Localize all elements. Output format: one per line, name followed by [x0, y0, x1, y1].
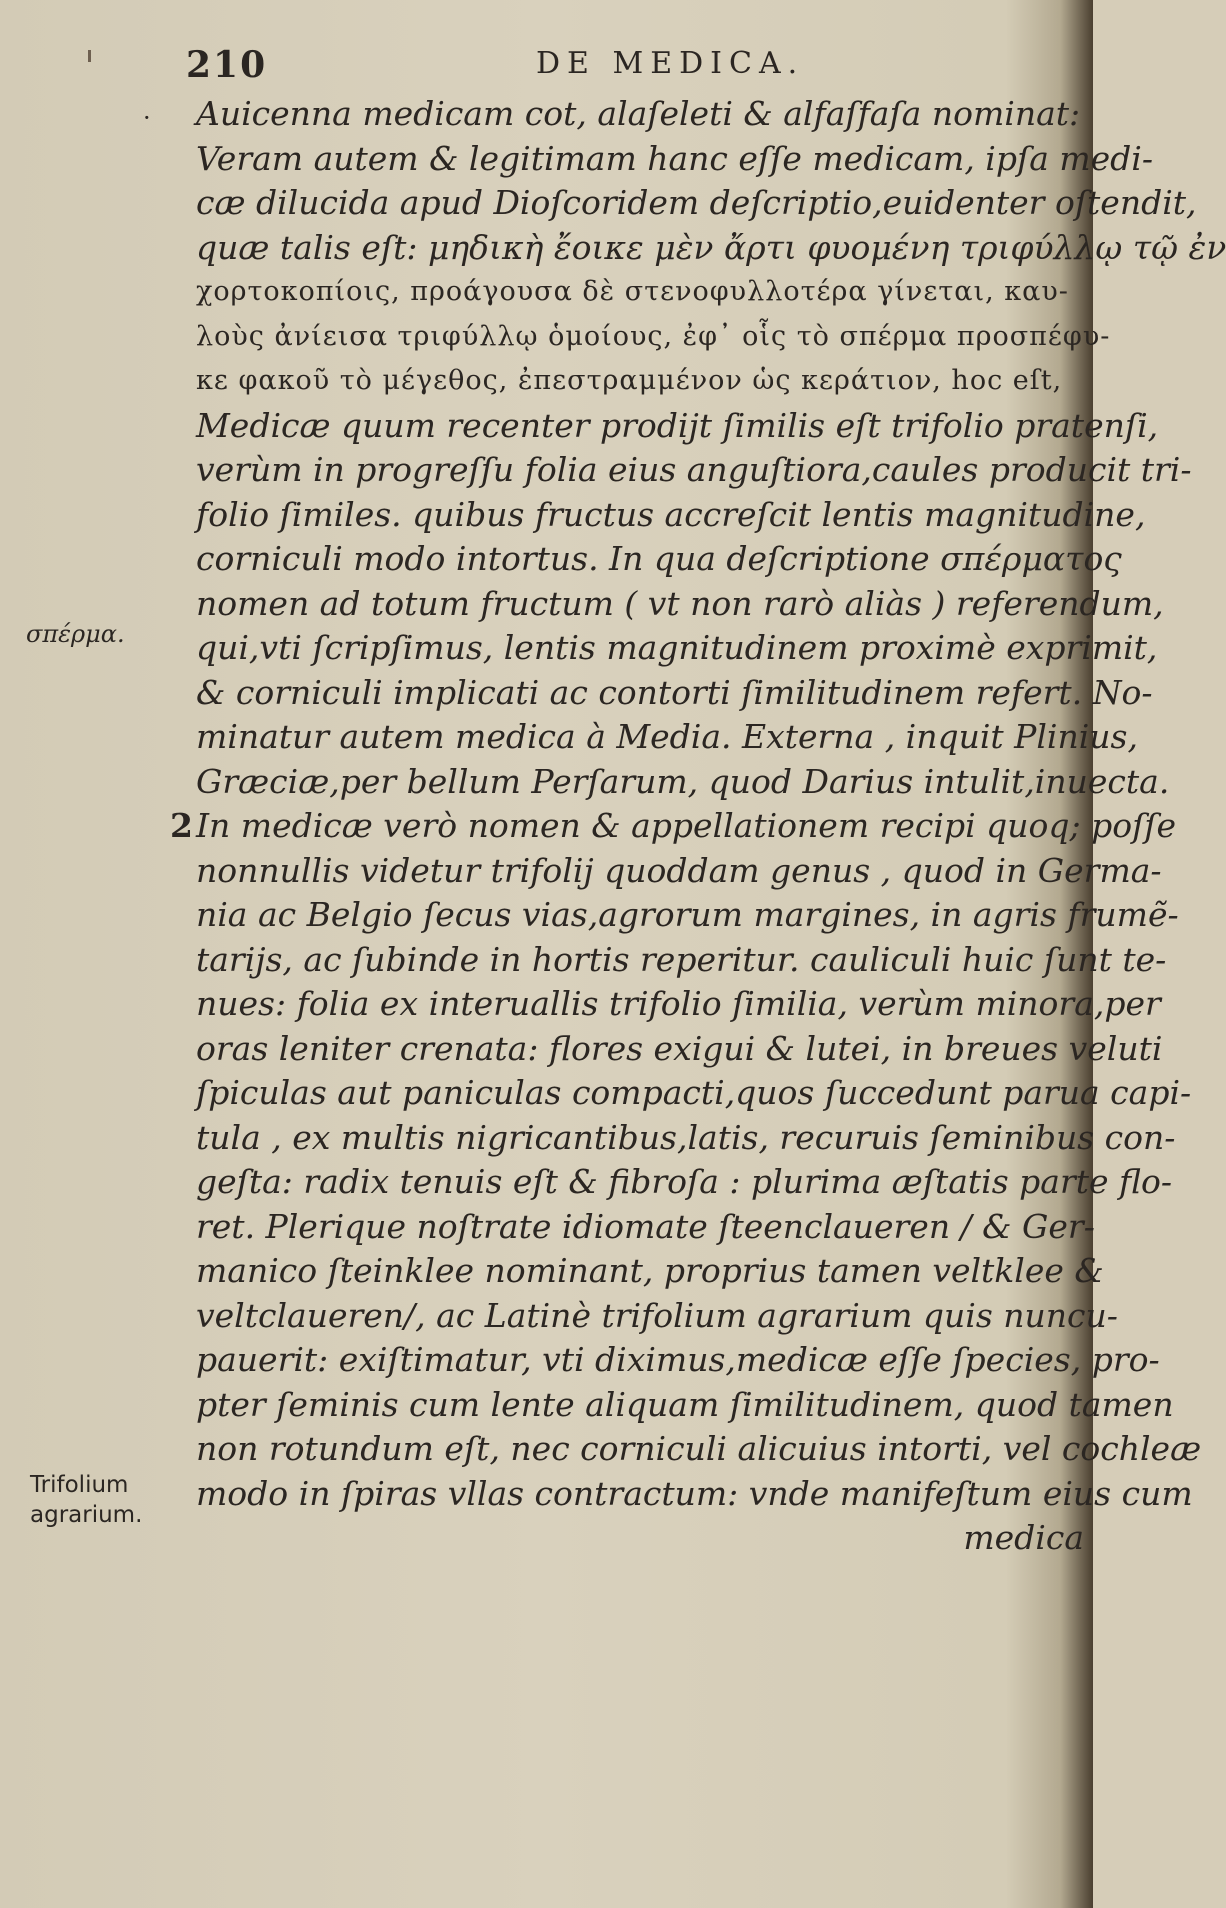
- page-header: [0, 44, 1093, 84]
- leading-mark: ·: [143, 104, 151, 132]
- text-line: modo in ſpiras vllas contractum: vnde manifeſtum eius cum: [196, 1473, 1193, 1513]
- text-line: quæ talis eſt: μηδικὴ ἔοικε μὲν ἄρτι φυομένη τριφύλλῳ τῷ ἐν: [196, 227, 1226, 267]
- margin-note-line: Trifolium: [30, 1472, 129, 1498]
- text-line: nomen ad totum fructum ( vt non rarò aliàs ) referendum,: [196, 583, 1164, 623]
- text-line: geſta: radix tenuis eſt & fibroſa : plurima æſtatis parte flo-: [196, 1162, 1173, 1201]
- text-line: veltclaueren/, ac Latinè trifolium agrarium quis nuncu-: [196, 1295, 1118, 1335]
- text-line: minatur autem medica à Media. Externa , inquit Plinius,: [196, 717, 1138, 756]
- greek-text-line: χορτοκοπίοις, προάγουσα δὲ στενοφυλλοτέρα γίνεται, καυ-: [196, 276, 1069, 307]
- text-line: Græciæ,per bellum Perſarum, quod Darius intulit,inuecta.: [196, 761, 1170, 801]
- text-line: non rotundum eſt, nec corniculi alicuius intorti, vel cochleæ: [196, 1429, 1202, 1468]
- text-line: nues: folia ex interuallis trifolio ſimilia, verùm minora,per: [196, 984, 1161, 1023]
- page-number: 210: [186, 44, 268, 86]
- text-line: pter ſeminis cum lente aliquam ſimilitudinem, quod tamen: [196, 1384, 1174, 1424]
- text-line: cæ dilucida apud Dioſcoridem deſcriptio,euidenter oſtendit,: [196, 183, 1197, 222]
- text-line: nonnullis videtur trifolij quoddam genus , quod in Germa-: [196, 850, 1162, 890]
- text-line: qui,vti ſcripſimus, lentis magnitudinem proximè exprimit,: [196, 628, 1158, 667]
- margin-note-trifolium: [30, 1470, 142, 1530]
- text-line: ſpiculas aut paniculas compacti,quos ſuccedunt parua capi-: [196, 1073, 1192, 1112]
- margin-note-sperma: σπέρμα.: [26, 620, 125, 648]
- text-line: tarijs, ac ſubinde in hortis reperitur. cauliculi huic ſunt te-: [196, 939, 1167, 979]
- margin-note-line: agrarium.: [30, 1502, 143, 1528]
- text-line: verùm in progreſſu folia eius anguſtiora,caules producit tri-: [196, 450, 1192, 489]
- paragraph-2-first-line: 2In medicæ verò nomen & appellationem recipi quoq; poſſe: [170, 806, 1177, 845]
- text-line: corniculi modo intortus. In qua deſcriptione σπέρματος: [196, 539, 1122, 578]
- text-line: ret. Plerique noſtrate idiomate ſteenclaueren / & Ger-: [196, 1206, 1095, 1246]
- text-line: tula , ex multis nigricantibus,latis, recuruis ſeminibus con-: [196, 1117, 1176, 1157]
- text-line: manico ſteinklee nominant, proprius tamen veltklee &: [196, 1251, 1104, 1290]
- text-line: Auicenna medicam cot, alaſeleti & alfaſfaſa nominat:: [196, 94, 1081, 133]
- text-line: & corniculi implicati ac contorti ſimilitudinem refert. No-: [196, 672, 1153, 712]
- text-line-content: In medicæ verò nomen & appellationem recipi quoq; poſſe: [196, 806, 1177, 845]
- body-text: [170, 92, 1226, 1561]
- text-line: folio ſimiles. quibus fructus accreſcit lentis magnitudine,: [196, 494, 1146, 534]
- text-line: Medicæ quum recenter prodijt ſimilis eſt trifolio pratenſi,: [196, 405, 1159, 445]
- text-line: oras leniter crenata: flores exigui & lutei, in breues veluti: [196, 1028, 1163, 1068]
- greek-text-line: λοὺς ἀνίεισα τριφύλλῳ ὁμοίους, ἐφ᾽ οἷς τὸ σπέρμα προσπέφυ-: [196, 320, 1111, 352]
- text-line: pauerit: exiſtimatur, vti diximus,medicæ eſſe ſpecies, pro-: [196, 1340, 1160, 1379]
- greek-text-line: κε φακοῦ τὸ μέγεθος, ἐπεστραμμένον ὡς κεράτιον, hoc eſt,: [196, 365, 1063, 396]
- text-line: nia ac Belgio ſecus vias,agrorum margines, in agris frumẽ-: [196, 895, 1179, 934]
- running-head: DE MEDICA.: [536, 46, 805, 81]
- catchword: medica: [963, 1518, 1084, 1557]
- text-line: Veram autem & legitimam hanc eſſe medicam, ipſa medi-: [196, 138, 1154, 178]
